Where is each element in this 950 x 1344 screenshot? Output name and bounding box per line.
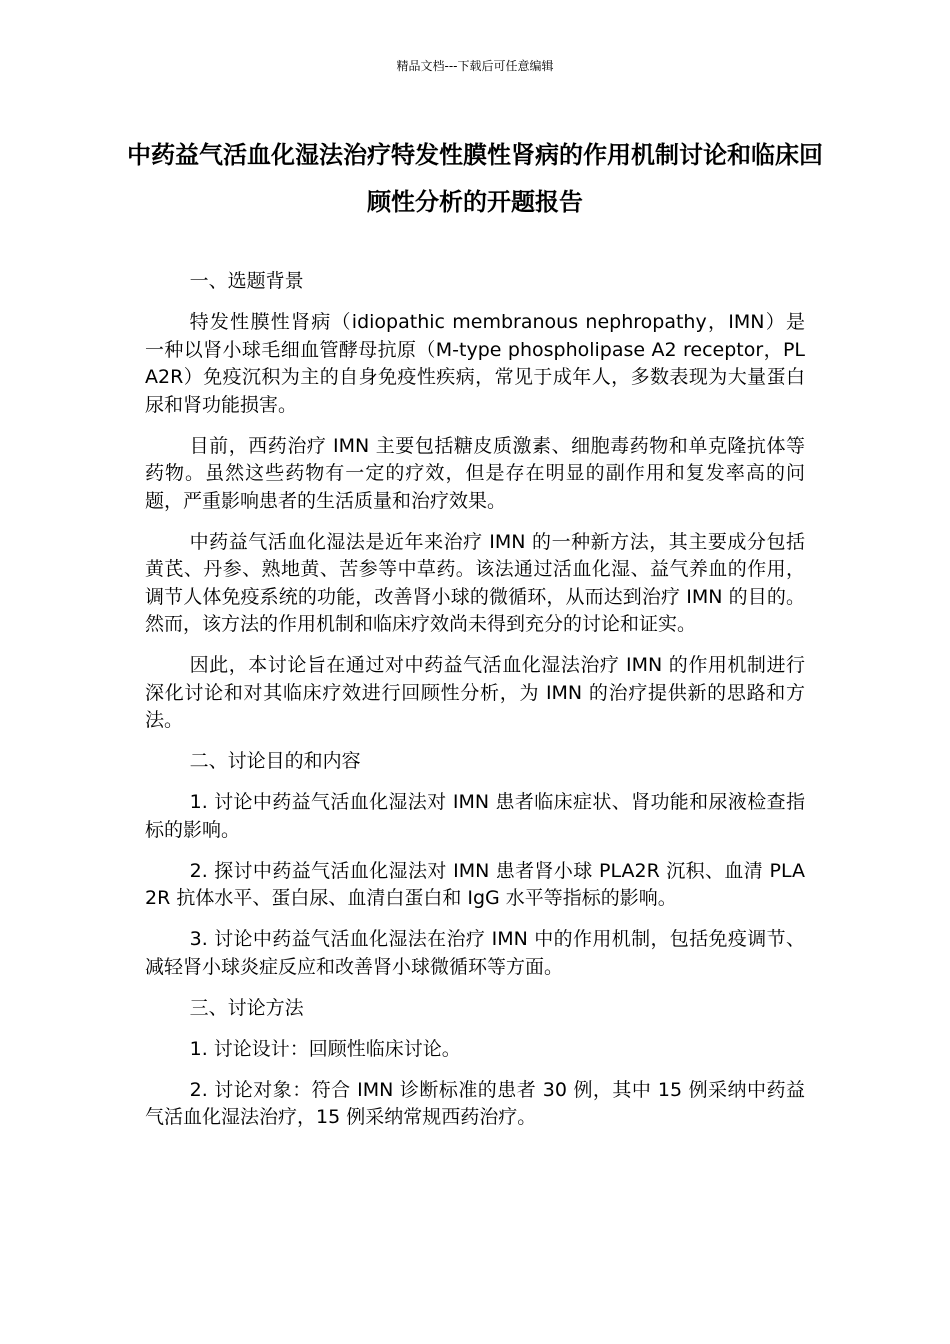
paragraph: 特发性膜性肾病（idiopathic membranous nephropathy，IMN）是一种以肾小球毛细血管酵母抗原（M-type phospholipase A2 receptor，PLA2R）免疫沉积为主的自身免疫性疾病，常见于成年人，多数表现为大量蛋白尿和肾功能损害。 (145, 311, 805, 416)
list-item: 1. 讨论中药益气活血化湿法对 IMN 患者临床症状、肾功能和尿液检查指标的影响。 (145, 791, 805, 841)
list-item: 1. 讨论设计：回顾性临床讨论。 (189, 1037, 461, 1060)
section-heading-method: 三、讨论方法 (189, 996, 304, 1019)
paragraph: 中药益气活血化湿法是近年来治疗 IMN 的一种新方法，其主要成分包括黄芪、丹参、熟地黄、苦参等中草药。该法通过活血化湿、益气养血的作用，调节人体免疫系统的功能，改善肾小球的微循环，从而达到治疗 IMN 的目的。然而，该方法的作用机制和临床疗效尚未得到充分的讨论和证实。 (145, 530, 805, 635)
section-heading-background: 一、选题背景 (189, 270, 304, 292)
list-item: 2. 讨论对象：符合 IMN 诊断标准的患者 30 例，其中 15 例采纳中药益气活血化湿法治疗，15 例采纳常规西药治疗。 (145, 1078, 805, 1128)
header-note: 精品文档---下载后可任意编辑 (396, 59, 554, 73)
paragraph: 目前，西药治疗 IMN 主要包括糖皮质激素、细胞毒药物和单克隆抗体等药物。虽然这些药物有一定的疗效，但是存在明显的副作用和复发率高的问题，严重影响患者的生活质量和治疗效果。 (145, 434, 805, 512)
document-body (145, 268, 805, 1145)
list-item: 3. 讨论中药益气活血化湿法在治疗 IMN 中的作用机制，包括免疫调节、减轻肾小球炎症反应和改善肾小球微循环等方面。 (145, 928, 805, 978)
paragraph: 因此，本讨论旨在通过对中药益气活血化湿法治疗 IMN 的作用机制进行深化讨论和对其临床疗效进行回顾性分析，为 IMN 的治疗提供新的思路和方法。 (145, 654, 805, 731)
document-title: 中药益气活血化湿法治疗特发性膜性肾病的作用机制讨论和临床回顾性分析的开题报告 (127, 141, 823, 216)
list-item: 2. 探讨中药益气活血化湿法对 IMN 患者肾小球 PLA2R 沉积、血清 PLA2R 抗体水平、蛋白尿、血清白蛋白和 IgG 水平等指标的影响。 (145, 859, 805, 909)
section-heading-purpose: 二、讨论目的和内容 (189, 750, 361, 772)
